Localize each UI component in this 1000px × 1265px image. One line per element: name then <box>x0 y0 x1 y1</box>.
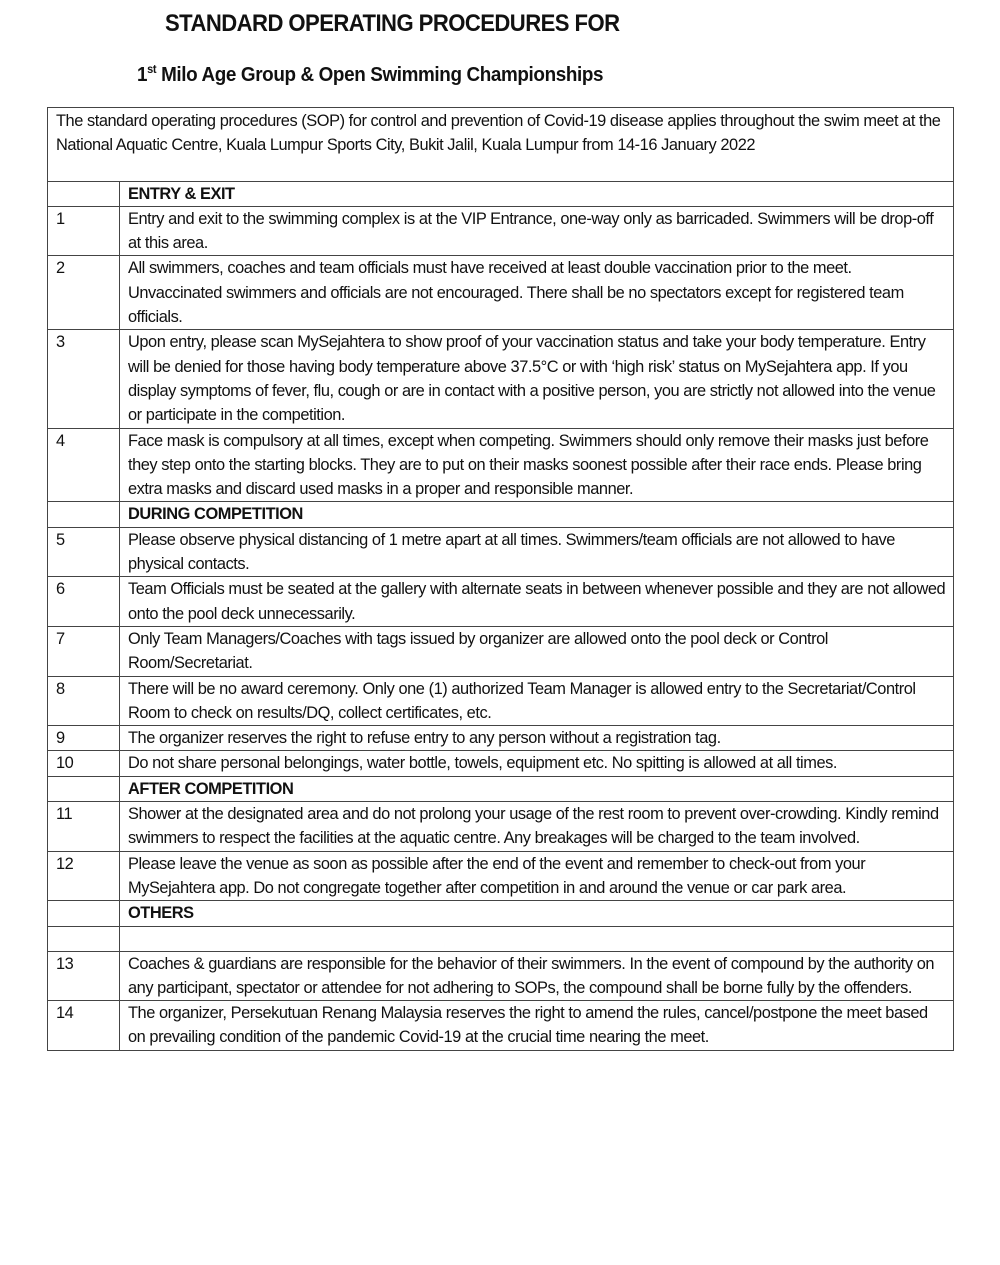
section-heading: OTHERS <box>120 901 954 926</box>
row-text: Upon entry, please scan MySejahtera to show proof of your vaccination status and take your body temperature. Entry will be denied for those having body temperature above 37.5°C or with ‘high risk’ status on MySejahtera app. If you display symptoms of fever, flu, cough or are in contact with a positive person, you are strictly not allowed into the venue or participate in the competition. <box>120 330 954 428</box>
document-subtitle <box>137 63 603 87</box>
row-number: 12 <box>48 851 120 901</box>
section-heading: AFTER COMPETITION <box>120 776 954 801</box>
table-row <box>48 626 954 676</box>
table-row <box>48 330 954 428</box>
row-text: Do not share personal belongings, water bottle, towels, equipment etc. No spitting is allowed at all times. <box>120 751 954 776</box>
table-row <box>48 428 954 502</box>
row-text: Face mask is compulsory at all times, except when competing. Swimmers should only remove their masks just before they step onto the starting blocks. They are to put on their masks soonest possible after their race ends. Please bring extra masks and discard used masks in a proper and responsible manner. <box>120 428 954 502</box>
row-number: 10 <box>48 751 120 776</box>
section-heading-row <box>48 901 954 926</box>
document-title: STANDARD OPERATING PROCEDURES FOR <box>165 10 620 37</box>
section-heading-row <box>48 181 954 206</box>
table-row <box>48 751 954 776</box>
table-row <box>48 676 954 726</box>
table-row <box>48 851 954 901</box>
row-text: There will be no award ceremony. Only one (1) authorized Team Manager is allowed entry to the Secretariat/Control Room to check on results/DQ, collect certificates, etc. <box>120 676 954 726</box>
empty-cell <box>48 926 120 951</box>
row-number: 13 <box>48 951 120 1001</box>
row-text: Only Team Managers/Coaches with tags issued by organizer are allowed onto the pool deck or Control Room/Secretariat. <box>120 626 954 676</box>
row-number: 3 <box>48 330 120 428</box>
subtitle-ordinal-suffix: st <box>147 62 157 76</box>
section-num-cell <box>48 502 120 527</box>
section-num-cell <box>48 181 120 206</box>
row-number: 11 <box>48 802 120 852</box>
table-row <box>48 527 954 577</box>
row-number: 9 <box>48 726 120 751</box>
row-text: All swimmers, coaches and team officials must have received at least double vaccination prior to the meet. Unvaccinated swimmers and officials are not encouraged. There shall be no spectators except for registered team officials. <box>120 256 954 330</box>
row-number: 1 <box>48 206 120 256</box>
row-text: The organizer reserves the right to refuse entry to any person without a registration tag. <box>120 726 954 751</box>
empty-cell <box>120 926 954 951</box>
row-text: Coaches & guardians are responsible for the behavior of their swimmers. In the event of compound by the authority on any participant, spectator or attendee for not adhering to SOPs, the compound shall be borne fully by the offenders. <box>120 951 954 1001</box>
row-text: Entry and exit to the swimming complex is at the VIP Entrance, one-way only as barricaded. Swimmers will be drop-off at this area. <box>120 206 954 256</box>
row-number: 7 <box>48 626 120 676</box>
empty-row <box>48 926 954 951</box>
section-num-cell <box>48 901 120 926</box>
row-number: 6 <box>48 577 120 627</box>
table-row <box>48 802 954 852</box>
row-text: Shower at the designated area and do not prolong your usage of the rest room to prevent over-crowding. Kindly remind swimmers to respect the facilities at the aquatic centre. Any breakages will be charged to the team involved. <box>120 802 954 852</box>
row-number: 8 <box>48 676 120 726</box>
intro-text: The standard operating procedures (SOP) for control and prevention of Covid-19 disease applies throughout the swim meet at the National Aquatic Centre, Kuala Lumpur Sports City, Bukit Jalil, Kuala Lumpur from 14-16 January 2022 <box>48 108 954 182</box>
subtitle-ordinal-number: 1 <box>137 63 148 86</box>
table-row <box>48 951 954 1001</box>
intro-row <box>48 108 954 182</box>
table-row <box>48 726 954 751</box>
section-heading-row <box>48 502 954 527</box>
section-num-cell <box>48 776 120 801</box>
table-row <box>48 1001 954 1051</box>
table-row <box>48 256 954 330</box>
section-heading: ENTRY & EXIT <box>120 181 954 206</box>
row-text: Please observe physical distancing of 1 metre apart at all times. Swimmers/team officials are not allowed to have physical contacts. <box>120 527 954 577</box>
row-number: 14 <box>48 1001 120 1051</box>
row-number: 4 <box>48 428 120 502</box>
sop-table <box>47 107 954 1051</box>
row-text: Please leave the venue as soon as possible after the end of the event and remember to check-out from your MySejahtera app. Do not congregate together after competition in and around the venue or car park area. <box>120 851 954 901</box>
table-row <box>48 206 954 256</box>
row-text: The organizer, Persekutuan Renang Malaysia reserves the right to amend the rules, cancel/postpone the meet based on prevailing condition of the pandemic Covid-19 at the crucial time nearing the meet. <box>120 1001 954 1051</box>
section-heading: DURING COMPETITION <box>120 502 954 527</box>
subtitle-text: Milo Age Group & Open Swimming Championships <box>156 63 604 86</box>
table-row <box>48 577 954 627</box>
section-heading-row <box>48 776 954 801</box>
row-text: Team Officials must be seated at the gallery with alternate seats in between whenever possible and they are not allowed onto the pool deck unnecessarily. <box>120 577 954 627</box>
row-number: 2 <box>48 256 120 330</box>
row-number: 5 <box>48 527 120 577</box>
